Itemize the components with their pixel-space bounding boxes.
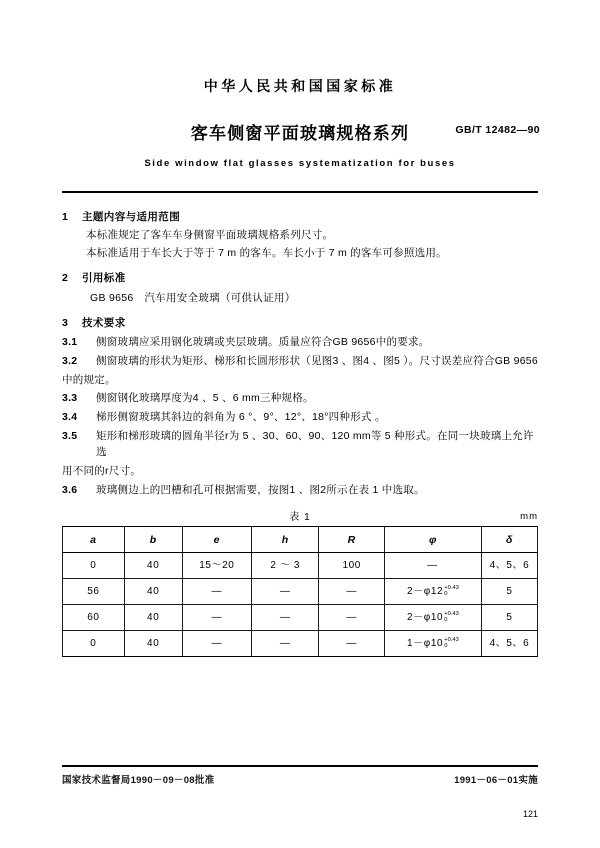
clause-3-1-label: 3.1 xyxy=(62,336,78,349)
clause-2-number: 2 xyxy=(62,271,69,284)
cell-R: — xyxy=(319,605,385,631)
implementation-date: 1991－06－01实施 xyxy=(454,775,538,786)
cell-a: 60 xyxy=(63,605,125,631)
table-row xyxy=(63,553,538,579)
clause-1-number: 1 xyxy=(62,211,69,223)
table-row xyxy=(63,631,538,657)
clause-3-4-text: 梯形侧窗玻璃其斜边的斜角为 6 °、9°、12°、18°四种形式 。 xyxy=(96,411,386,424)
cell-a: 0 xyxy=(63,631,125,657)
cell-e: — xyxy=(182,631,251,657)
cell-h: — xyxy=(252,579,319,605)
footer-row xyxy=(62,772,538,786)
cell-phi-tol-upper: +0.43 xyxy=(444,610,459,617)
cell-delta: 4、5、6 xyxy=(481,631,537,657)
clause-3-2-continuation: 中的规定。 xyxy=(62,373,116,386)
clause-3-4 xyxy=(62,409,538,425)
cell-delta: 5 xyxy=(481,579,537,605)
cell-phi-value: 2－φ12 xyxy=(407,586,444,598)
cell-phi xyxy=(385,579,482,605)
clause-3-6 xyxy=(62,482,538,498)
cell-delta: 4、5、6 xyxy=(481,553,537,579)
column-header-R: R xyxy=(319,527,385,553)
clause-3-5-text: 矩形和梯形玻璃的圆角半径r为 5 、30、60、90、120 mm等 5 种形式。在同一块玻璃上允许选 xyxy=(96,429,534,459)
cell-R: 100 xyxy=(319,553,385,579)
clause-3-1 xyxy=(62,334,538,350)
cell-b: 40 xyxy=(124,631,182,657)
issuing-authority: 中华人民共和国国家标准 xyxy=(203,78,397,94)
header-divider xyxy=(62,191,538,193)
table-1-container xyxy=(62,510,538,658)
clause-3-5-continuation: 用不同的r尺寸。 xyxy=(62,464,141,477)
clause-3-5 xyxy=(62,428,538,461)
cell-h: — xyxy=(252,631,319,657)
clause-3-3-text: 侧窗钢化玻璃厚度为4 、5 、6 mm三种规格。 xyxy=(96,392,314,405)
cell-b: 40 xyxy=(124,605,182,631)
cell-phi-tol-lower: 0 xyxy=(444,642,448,649)
clause-3-heading xyxy=(62,315,538,331)
cell-delta: 5 xyxy=(481,605,537,631)
cell-R: — xyxy=(319,579,385,605)
document-body xyxy=(62,209,538,657)
column-header-delta: δ xyxy=(481,527,537,553)
clause-3-2 xyxy=(62,353,538,369)
clause-3-1-text: 侧窗玻璃应采用钢化玻璃或夹层玻璃。质量应符合GB 9656中的要求。 xyxy=(96,336,430,349)
clause-1-paragraph-2: 本标准适用于车长大于等于 7 m 的客车。车长小于 7 m 的客车可参照选用。 xyxy=(86,246,447,259)
clause-1-title: 主题内容与适用范围 xyxy=(82,211,181,223)
specification-table xyxy=(62,526,538,657)
clause-3-number: 3 xyxy=(62,317,69,330)
approval-statement: 国家技术监督局1990－09－08批准 xyxy=(62,775,215,786)
clause-2-heading xyxy=(62,270,538,286)
column-header-phi: φ xyxy=(385,527,482,553)
cell-phi-tol-lower: 0 xyxy=(444,590,448,597)
cell-phi-value: — xyxy=(427,560,438,572)
clause-3-3-label: 3.3 xyxy=(62,392,78,405)
referenced-standard: GB 9656 汽车用安全玻璃（可供认证用） xyxy=(90,292,296,305)
cell-R: — xyxy=(319,631,385,657)
clause-3-3 xyxy=(62,390,538,406)
cell-a: 56 xyxy=(63,579,125,605)
table-caption: 表 1 xyxy=(289,511,311,523)
clause-3-6-text: 玻璃侧边上的凹槽和孔可根据需要，按图1 、图2所示在表 1 中选取。 xyxy=(96,483,425,496)
clause-3-4-label: 3.4 xyxy=(62,411,78,424)
cell-e: 15～20 xyxy=(182,553,251,579)
cell-phi-tol-lower: 0 xyxy=(444,616,448,623)
table-unit-label: mm xyxy=(520,510,538,522)
cell-phi xyxy=(385,605,482,631)
english-subtitle: Side window flat glasses systematization for buses xyxy=(144,158,456,169)
page-number: 121 xyxy=(522,809,538,819)
cell-h: — xyxy=(252,605,319,631)
clause-1-heading xyxy=(62,209,538,225)
clause-3-6-label: 3.6 xyxy=(62,483,78,496)
table-row xyxy=(63,579,538,605)
cell-phi xyxy=(385,553,482,579)
title-row xyxy=(62,119,538,145)
footer-divider xyxy=(62,765,538,767)
cell-phi-tol-upper: +0.43 xyxy=(444,636,459,643)
page-footer xyxy=(62,765,538,786)
cell-phi-tol-upper: +0.43 xyxy=(444,584,459,591)
column-header-h: h xyxy=(252,527,319,553)
clause-3-2-text: 侧窗玻璃的形状为矩形、梯形和长圆形形状（见图3 、图4 、图5 ）。尺寸误差应符合GB 9656 xyxy=(96,354,538,367)
cell-h: 2 ～ 3 xyxy=(252,553,319,579)
cell-phi-value: 2－φ10 xyxy=(407,612,444,624)
page-title: 客车侧窗平面玻璃规格系列 xyxy=(190,124,410,143)
cell-b: 40 xyxy=(124,579,182,605)
cell-phi xyxy=(385,631,482,657)
cell-e: — xyxy=(182,605,251,631)
clause-1-paragraph-1: 本标准规定了客车车身侧窗平面玻璃规格系列尺寸。 xyxy=(86,229,334,242)
column-header-a: a xyxy=(63,527,125,553)
clause-3-5-label: 3.5 xyxy=(62,429,78,442)
standard-number: GB/T 12482—90 xyxy=(455,124,540,136)
table-row xyxy=(63,605,538,631)
cell-phi-value: 1－φ10 xyxy=(407,638,444,650)
masthead xyxy=(62,0,538,169)
cell-b: 40 xyxy=(124,553,182,579)
cell-e: — xyxy=(182,579,251,605)
column-header-e: e xyxy=(182,527,251,553)
clause-3-2-label: 3.2 xyxy=(62,354,78,367)
table-header-row xyxy=(63,527,538,553)
clause-3-title: 技术要求 xyxy=(82,317,126,330)
cell-a: 0 xyxy=(63,553,125,579)
clause-2-title: 引用标准 xyxy=(82,271,126,284)
column-header-b: b xyxy=(124,527,182,553)
